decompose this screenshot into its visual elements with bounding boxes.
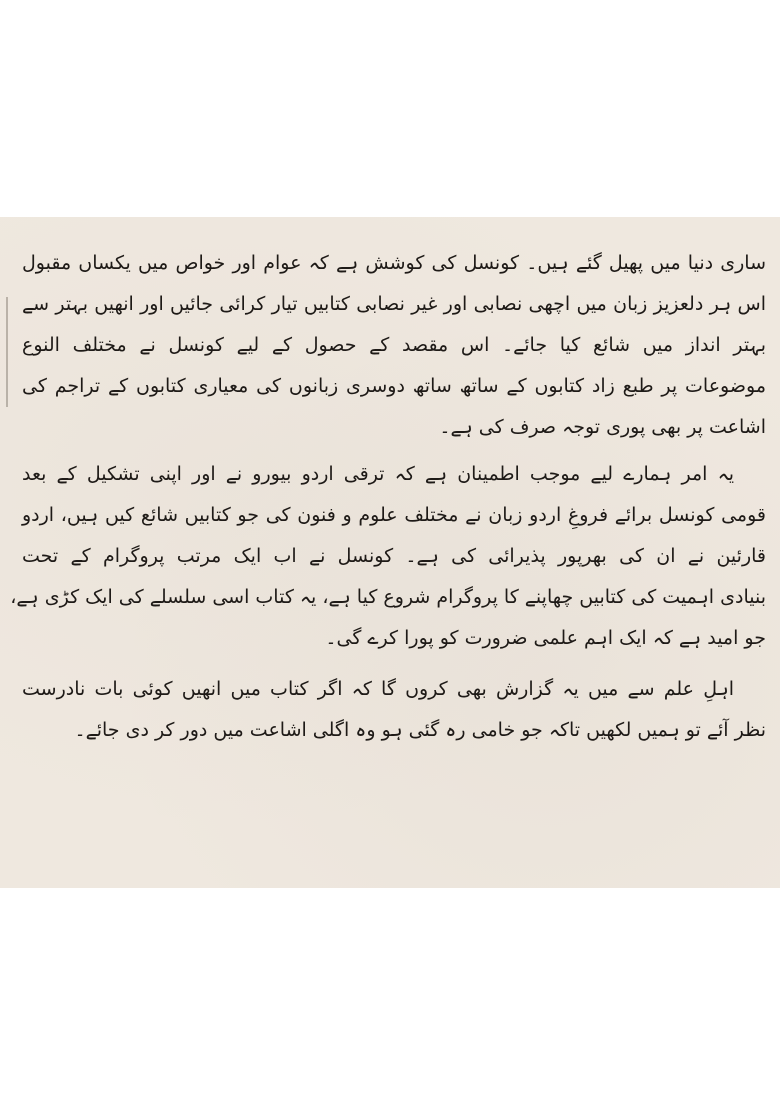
- text-line: اہلِ علم سے میں یہ گزارش بھی کروں گا کہ اگر کتاب میں انھیں کوئی بات نادرست: [22, 678, 734, 700]
- paragraph-3: [22, 669, 766, 751]
- text-line: اس ہر دلعزیز زبان میں اچھی نصابی اور غیر نصابی کتابیں تیار کرائی جائیں اور انھیں بہتر سے: [22, 293, 766, 315]
- text-line: موضوعات پر طبع زاد کتابوں کے ساتھ ساتھ دوسری زبانوں کی معیاری کتابوں کے تراجم کی: [22, 375, 766, 397]
- text-line: قومی کونسل برائے فروغِ اردو زبان نے مختلف علوم و فنون کی جو کتابیں شائع کیں ہیں، اردو: [22, 504, 766, 526]
- text-line: نظر آئے تو ہمیں لکھیں تاکہ جو خامی رہ گئی ہو وہ اگلی اشاعت میں دور کر دی جائے۔: [74, 719, 766, 741]
- margin-mark: [6, 297, 8, 407]
- text-line: ساری دنیا میں پھیل گئے ہیں۔ کونسل کی کوشش ہے کہ عوام اور خواص میں یکساں مقبول: [22, 252, 766, 274]
- paragraph-1: [22, 243, 766, 448]
- paragraph-2: [10, 454, 766, 659]
- text-line: قارئین نے ان کی بھرپور پذیرائی کی ہے۔ کونسل نے اب ایک مرتب پروگرام کے تحت: [22, 545, 766, 567]
- text-line: بہتر انداز میں شائع کیا جائے۔ اس مقصد کے حصول کے لیے کونسل نے مختلف النوع: [22, 334, 766, 356]
- text-line: یہ امر ہمارے لیے موجب اطمینان ہے کہ ترقی اردو بیورو نے اور اپنی تشکیل کے بعد: [22, 463, 734, 485]
- text-line: اشاعت پر بھی پوری توجہ صرف کی ہے۔: [439, 416, 766, 438]
- text-line: جو امید ہے کہ ایک اہم علمی ضرورت کو پورا کرے گی۔: [325, 627, 766, 649]
- document-body: [10, 243, 766, 751]
- text-line: بنیادی اہمیت کی کتابیں چھاپنے کا پروگرام شروع کیا ہے، یہ کتاب اسی سلسلے کی ایک کڑی ہے،: [10, 586, 766, 608]
